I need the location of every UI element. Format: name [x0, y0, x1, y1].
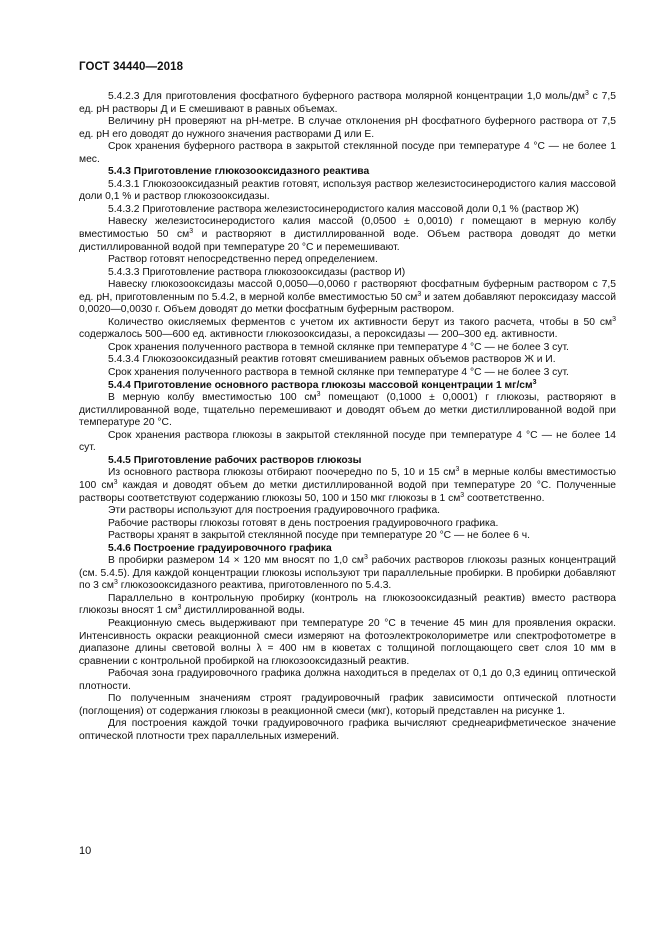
paragraph — [79, 392, 616, 430]
paragraph — [79, 216, 616, 254]
paragraph — [79, 593, 616, 618]
superscript: 3 — [113, 478, 118, 486]
text-run: каждая и доводят объем до метки дистиллированной водой при температуре 20 °С. Полученные растворы соответствуют содержанию глюкозы 50, 100 и 150 мкг глюкозы в 1 см — [79, 479, 616, 504]
paragraph — [79, 254, 616, 267]
text-run: 5.4.3.2 Приготовление раствора железистосинеродистого калия массовой доли 0,1 % (раствор Ж) — [108, 203, 579, 215]
text-run: 5.4.4 Приготовление основного раствора глюкозы массовой концентрации 1 мг/см — [108, 379, 533, 391]
text-run: Рабочая зона градуировочного графика должна находиться в пределах от 0,1 до 0,3 единиц оптической плотности. — [79, 668, 616, 692]
paragraph — [79, 530, 616, 543]
superscript: 3 — [177, 604, 182, 612]
paragraph — [79, 618, 616, 668]
text-run: Величину рН проверяют на рН-метре. В случае отклонения рН фосфатного буферного раствора от 7,5 ед. рН его доводят до нужного значения растворами Д или Е. — [79, 116, 616, 140]
text-run: Срок хранения буферного раствора в закрытой стеклянной посуде при температуре 4 °С — не более 1 мес. — [79, 141, 616, 165]
paragraph — [79, 505, 616, 518]
text-run: Срок хранения раствора глюкозы в закрытой стеклянной посуде при температуре 4 °С — не более 14 сут. — [79, 429, 616, 454]
superscript: 3 — [584, 90, 589, 97]
text-run: в мерные колбы вместимостью 100 см — [79, 467, 616, 491]
text-run: В мерную колбу вместимостью 100 см — [108, 392, 317, 404]
text-run: 5.4.3.4 Глюкозооксидазный реактив готовят смешиванием равных объемов растворов Ж и И. — [108, 354, 556, 366]
paragraph — [79, 518, 616, 531]
text-run: Срок хранения полученного раствора в темной склянке при температуре 4 °С — не более 3 сут. — [108, 341, 569, 353]
paragraph — [79, 317, 616, 342]
paragraph — [79, 718, 616, 743]
section-heading — [79, 455, 616, 468]
text-run: соответственно. — [464, 492, 545, 504]
text-run: Эти растворы используют для построения градуировочного графика. — [108, 505, 441, 517]
text-run: В пробирки размером 14 × 120 мм вносят по 1,0 см — [108, 555, 364, 567]
text-run: Параллельно в контрольную пробирку (контроль на глюкозооксидазный реактив) вместо раствора глюкозы вносят 1 см — [79, 592, 616, 617]
text-run: глюкозооксидазного реактива, приготовленного по 5.4.3. — [117, 580, 392, 592]
text-run: Навеску железистосинеродистого калия массой (0,0500 ± 0,0010) г помещают в мерную колбу вместимостью 50 см — [79, 216, 616, 241]
text-run: 5.4.3.1 Глюкозооксидазный реактив готовят, используя раствор железистосинеродистого калия массовой доли 0,1 % и раствор глюкозооксидазы. — [79, 178, 616, 203]
text-run: Рабочие растворы глюкозы готовят в день построения градуировочного графика. — [108, 517, 499, 529]
page-number: 10 — [79, 845, 92, 857]
paragraph — [79, 91, 616, 116]
paragraph — [79, 267, 616, 280]
section-heading — [79, 380, 616, 393]
text-run: рабочих растворов глюкозы разных концентраций (см. 5.4.5). Для каждой концентрации глюкозы используют три параллельные пробирки. В пробирки добавляют по 3 см — [79, 555, 617, 592]
superscript: 3 — [113, 579, 118, 587]
superscript: 3 — [532, 378, 537, 386]
superscript: 3 — [460, 491, 465, 499]
paragraph — [79, 204, 616, 217]
paragraph — [79, 179, 616, 204]
text-run: Навеску глюкозооксидазы массой 0,0050—0,0060 г растворяют фосфатным буферным раствором с 7,5 ед. рН, приготовленным по 5.4.2, в мерной колбе вместимостью 50 см — [79, 279, 616, 303]
text-run: Из основного раствора глюкозы отбирают поочередно по 5, 10 и 15 см — [108, 467, 456, 479]
paragraph — [79, 141, 616, 166]
text-run: с 7,5 ед. рН растворы Д и Е смешивают в равных объемах. — [79, 91, 616, 115]
text-run: и затем добавляют пероксидазу массой 0,0020—0,0030 г. Объем доводят до метки фосфатным буферным раствором. — [79, 291, 616, 316]
paragraph — [79, 342, 616, 355]
paragraph — [79, 668, 616, 693]
text-run: 5.4.3 Приготовление глюкозооксидазного реактива — [108, 166, 370, 178]
text-run: Для построения каждой точки градуировочного графика вычисляют среднеарифметическое значение оптической плотности трех параллельных измерений. — [79, 718, 616, 742]
text-run: 5.4.2.3 Для приготовления фосфатного буферного раствора молярной концентрации 1,0 моль/дм — [108, 91, 585, 102]
text-run: 5.4.6 Построение градуировочного графика — [108, 542, 332, 554]
paragraph — [79, 467, 616, 505]
section-heading — [79, 543, 616, 556]
document-body — [79, 91, 616, 743]
text-run: Раствор готовят непосредственно перед определением. — [108, 254, 378, 266]
text-run: содержалось 500—600 ед. активности глюкозооксидазы, а пероксидазы — 200–300 ед. активности. — [79, 329, 558, 341]
paragraph — [79, 354, 616, 367]
superscript: 3 — [189, 228, 194, 236]
superscript: 3 — [612, 315, 616, 323]
document-header: ГОСТ 34440—2018 — [79, 61, 184, 73]
text-run: и растворяют в дистиллированной воде. Объем раствора доводят до метки дистиллированной водой при температуре 20 °С и перемешивают. — [79, 229, 617, 253]
text-run: помещают (0,1000 ± 0,0001) г глюкозы, растворяют в дистиллированной воде, тщательно перемешивают и доводят объем до метки дистиллированной водой при температуре 20 °С. — [79, 392, 616, 429]
text-run: 5.4.3.3 Приготовление раствора глюкозооксидазы (раствор И) — [108, 266, 406, 278]
text-run: Растворы хранят в закрытой стеклянной посуде при температуре 20 °С — не более 6 ч. — [108, 530, 530, 542]
superscript: 3 — [363, 554, 368, 562]
text-run: Реакционную смесь выдерживают при температуре 20 °С в течение 45 мин для проявления окраски. Интенсивность окраски реакционной смеси измеряют на фотоэлектроколориметре или спектрофотометре в диапазоне длины световой волны λ = 400 нм в кюветах с толщиной поглощающего свет слоя 10 мм в сравнении с контрольной пробиркой на глюкозооксидазный реактив. — [79, 617, 616, 667]
superscript: 3 — [316, 391, 321, 399]
paragraph — [79, 693, 616, 718]
section-heading — [79, 166, 616, 179]
text-run: 5.4.5 Приготовление рабочих растворов глюкозы — [108, 454, 362, 466]
superscript: 3 — [455, 466, 460, 474]
text-run: дистиллированной воды. — [181, 605, 305, 617]
text-run: Количество окисляемых ферментов с учетом их активности берут из такого расчета, чтобы в 50 см — [108, 316, 613, 328]
paragraph — [79, 555, 616, 593]
paragraph — [79, 279, 616, 317]
text-run: Срок хранения полученного раствора в темной склянке при температуре 4 °С — не более 3 сут. — [108, 367, 569, 379]
paragraph — [79, 430, 616, 455]
superscript: 3 — [417, 290, 422, 298]
paragraph — [79, 116, 616, 141]
text-run: По полученным значениям строят градуировочный график зависимости оптической плотности (поглощения) от содержания глюкозы в реакционной смеси (мкг), который представлен на рисунке 1. — [79, 693, 616, 717]
